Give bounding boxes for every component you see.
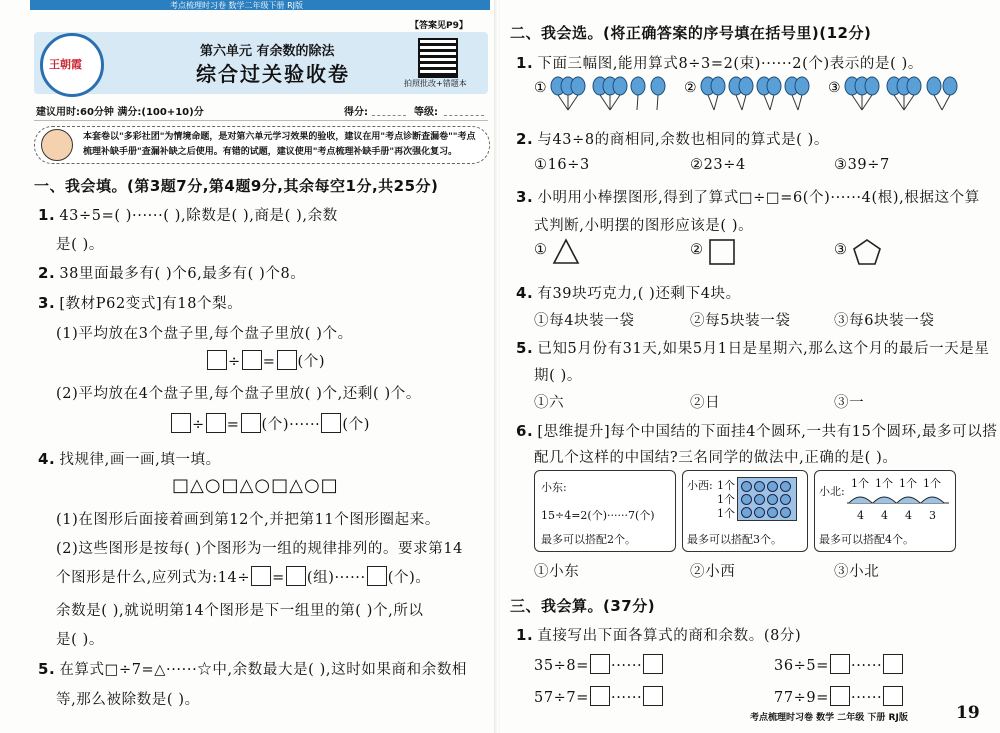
answer-ref: 【答案见P9】 [410,21,468,31]
banner-text: 考点梳理时习卷 数学二年级下册 RJ版 [170,1,304,10]
score-label: 得分: [344,107,368,118]
s1-q1-line2: 是( )。 [56,237,104,253]
intro-note-text: 本套卷以"多彩社团"为情境命题，是对第六单元学习效果的验收，建议在用"考点诊断查漏卷""考点梳理补缺手册"查漏补缺之后使用。有错的试题，建议使用"考点梳理补缺手册"再次强化复习。 [83,132,476,157]
qr-code [418,38,458,78]
s2-q2: 2. 与43÷8的商相同,余数也相同的算式是( )。 [516,130,829,148]
s2-q5-opt1: ①六 [534,395,565,411]
calc-item-4: 77÷9= ······ [774,686,904,706]
card-xiaodong-formula: 15÷4=2(个)······7(个) [541,509,655,522]
s3-q1: 1. 直接写出下面各算式的商和余数。(8分) [516,626,802,644]
grade-label: 等级: [414,107,438,118]
pentagon-shape-icon [852,238,882,266]
section2-title: 二、我会选。(将正确答案的序号填在括号里)(12分) [510,24,872,42]
s1-q4-2c: 余数是( ),就说明第14个图形是下一组里的第( )个,所以 [56,603,424,619]
card-xiaoxi-row3: 1个 [717,507,735,520]
time-score: 建议用时:60分钟 满分:(100+10)分 [36,107,204,118]
s2-q2-opt3: ③39÷7 [834,157,890,173]
card-xiaodong [534,470,676,552]
qr-caption: 拍照批改+错题本 [404,79,467,88]
page-number: 19 [956,703,980,723]
card-xiaoxi-name: 小西: [687,479,713,492]
s1-q4: 4. 找规律,画一画,填一填。 [38,450,221,468]
triangle-shape-icon [552,238,580,266]
s2-q4: 4. 有39块巧克力,( )还剩下4块。 [516,284,741,302]
s2-q6-opt1: ①小东 [534,564,580,580]
card-xiaoxi-row2: 1个 [717,493,735,506]
s2-q3-line1: 3. 小明用小棒摆图形,得到了算式□÷□=6(个)······4(根),根据这个算 [516,188,980,206]
s1-q3-2: (2)平均放在4个盘子里,每个盘子里放( )个,还剩( )个。 [56,386,421,402]
s2-q6-line2: 配几个这样的中国结?三名同学的做法中,正确的是( )。 [534,450,898,466]
s1-q3: 3. [教材P62变式]有18个梨。 [38,294,243,312]
s1-q4-1: (1)在图形后面接着画到第12个,并把第11个图形圈起来。 [56,512,440,528]
s2-q6-opt2: ②小西 [690,564,736,580]
s1-q4-2b: 个图形是什么,应列式为:14÷ = (组)······ (个)。 [56,566,430,587]
s2-q1: 1. 下面三幅图,能用算式8÷3=2(束)······2(个)表示的是( )。 [516,54,923,72]
card-xiaobei-result: 最多可以搭配4个。 [819,533,914,546]
ring-grid [737,477,797,521]
top-banner [30,0,490,10]
publisher-logo: 王朝霞 [40,33,104,97]
balloon-pictures [534,74,974,116]
s2-q4-opt1: ①每4块装一袋 [534,313,635,329]
s2-q3-opt1: ① [534,242,548,258]
s2-q3-opt3: ③ [834,242,848,258]
s2-q3-line2: 式判断,小明摆的图形应该是( )。 [534,218,754,234]
svg-text:②: ② [684,80,697,96]
card-xiaobei-num4: 3 [929,509,936,522]
card-xiaobei-row3: 1个 [899,477,917,490]
s1-q3-2-formula: ÷ = (个)······ (个) [170,413,370,434]
shape-pattern: □△○□△○□△○□ [172,475,339,496]
balloon-group-1 [534,77,665,110]
section3-title: 三、我会算。(37分) [510,597,656,615]
s2-q4-opt2: ②每5块装一袋 [690,313,791,329]
svg-text:③: ③ [828,80,841,96]
calc-item-1: 35÷8= ······ [534,654,664,674]
s2-q6-opt3: ③小北 [834,564,880,580]
s2-q5-opt2: ②日 [690,395,721,411]
s1-q5-line2: 等,那么被除数是( )。 [56,692,200,708]
card-xiaobei-num1: 4 [857,509,864,522]
s1-q4-2d: 是( )。 [56,632,104,648]
s1-q2: 2. 38里面最多有( )个6,最多有( )个8。 [38,264,306,282]
unit-title: 第六单元 有余数的除法 [200,44,335,59]
s1-q5-line1: 5. 在算式□÷7=△······☆中,余数最大是( ),这时如果商和余数相 [38,660,468,678]
svg-text:①: ① [534,80,547,96]
card-xiaoxi-result: 最多可以搭配3个。 [687,533,782,546]
card-xiaobei-num3: 4 [905,509,912,522]
calc-item-3: 57÷7= ······ [534,686,664,706]
s2-q4-opt3: ③每6块装一袋 [834,313,935,329]
card-xiaodong-result: 最多可以搭配2个。 [541,533,636,546]
card-xiaodong-name: 小东: [541,481,567,494]
card-xiaobei-name: 小北: [819,485,845,498]
s2-q6-line1: 6. [思维提升]每个中国结的下面挂4个圆环,一共有15个圆环,最多可以搭 [516,422,998,440]
balloon-group-2 [684,77,809,110]
s2-q5-line1: 5. 已知5月份有31天,如果5月1日是星期六,那么这个月的最后一天是星 [516,339,990,357]
card-xiaobei-row1: 1个 [851,477,869,490]
ring-arcs [845,489,951,509]
card-xiaoxi [682,470,808,552]
s2-q2-opt2: ②23÷4 [690,157,746,173]
s1-q4-2a: (2)这些图形是按每( )个图形为一组的规律排列的。要求第14 [56,541,464,557]
left-page [0,0,496,733]
s1-q1-line1: 1. 43÷5=( )······( ),除数是( ),商是( ),余数 [38,206,338,224]
s1-q3-1: (1)平均放在3个盘子里,每个盘子里放( )个。 [56,326,353,342]
card-xiaobei [814,470,956,552]
card-xiaobei-num2: 4 [881,509,888,522]
intro-note [34,126,490,164]
page-title: 综合过关验收卷 [196,62,350,86]
card-xiaobei-row4: 1个 [923,477,941,490]
s2-q5-opt3: ③一 [834,395,865,411]
s1-q3-1-formula: ÷ = (个) [206,350,325,371]
section1-title: 一、我会填。(第3题7分,第4题9分,其余每空1分,共25分) [34,177,439,195]
card-xiaoxi-row1: 1个 [717,479,735,492]
s2-q3-opt2: ② [690,242,704,258]
balloon-group-3 [828,77,957,110]
square-shape-icon [708,238,736,266]
s2-q2-opt1: ①16÷3 [534,157,590,173]
footer-text: 考点梳理时习卷 数学 二年级 下册 RJ版 [750,713,908,723]
s2-q5-line2: 期( )。 [534,368,582,384]
calc-item-2: 36÷5= ······ [774,654,904,674]
card-xiaobei-row2: 1个 [875,477,893,490]
mascot-icon [41,129,73,161]
right-page [500,0,1000,733]
